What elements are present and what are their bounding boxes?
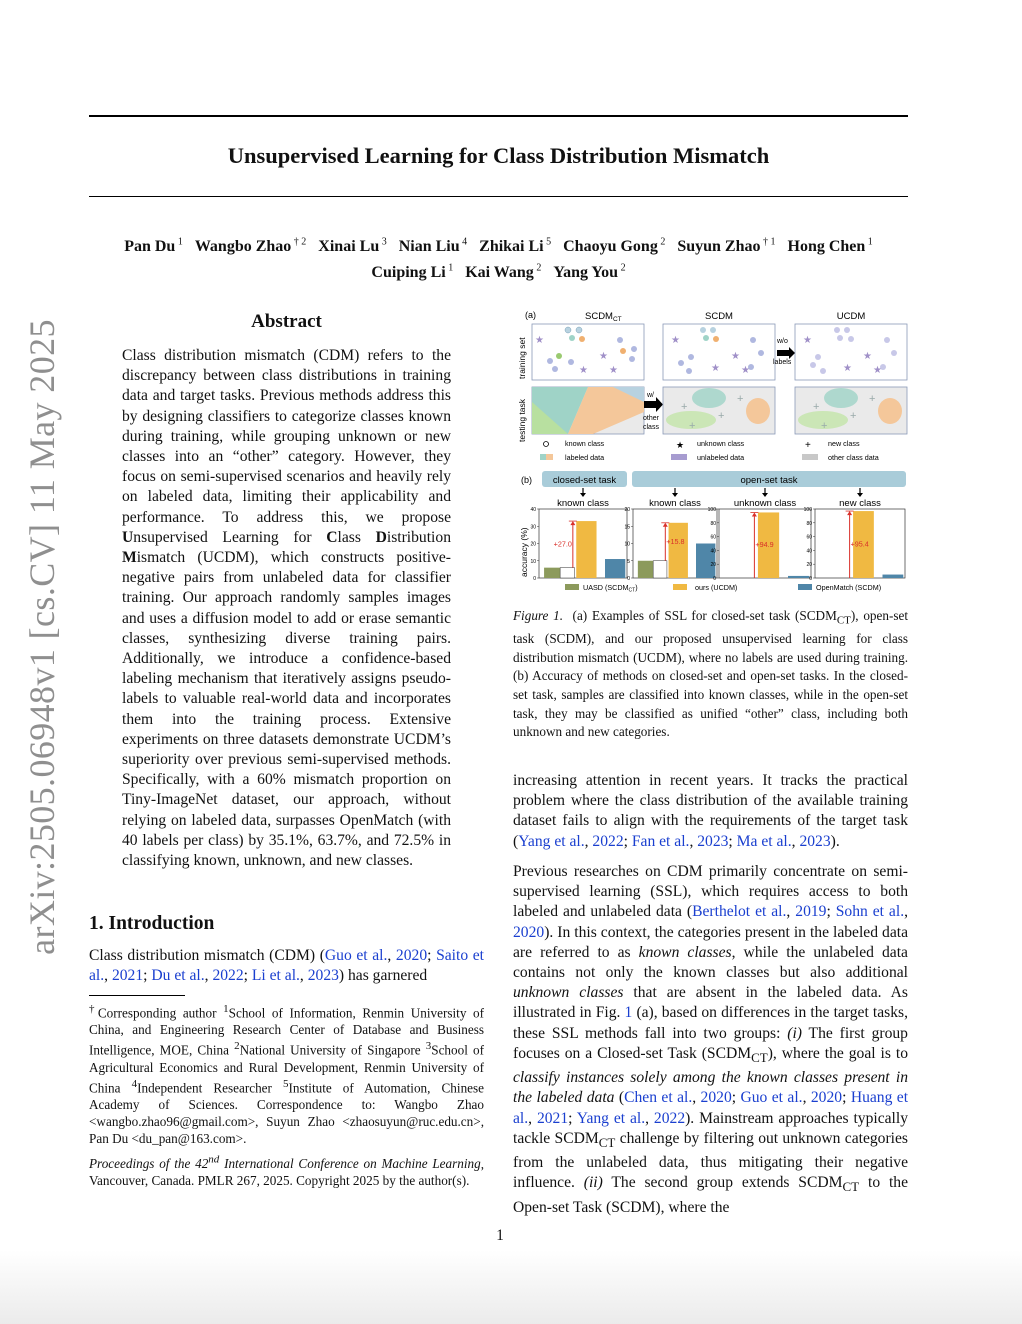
column-title-scdmct: $SCDM_{CT}$ (585, 311, 622, 323)
arxiv-stamp: arXiv:2505.06948v1 [cs.CV] 11 May 2025 (22, 319, 62, 955)
training-samples-scdm (671, 327, 764, 376)
group-label-2: unknown class (733, 498, 797, 509)
tick-label-1-5: 5 (627, 558, 630, 565)
arrow-without-labels-text-1: w/o (777, 338, 788, 345)
tick-label-1-15: 15 (624, 524, 630, 531)
legend-openmatch: OpenMatch (SCDM) (816, 583, 882, 592)
testing-box-scdmct (532, 387, 644, 434)
group-arrowhead-3 (857, 493, 863, 497)
svg-text:★: ★ (711, 363, 720, 374)
title-bottom-rule (89, 196, 908, 197)
svg-text:★: ★ (599, 351, 608, 362)
arrow-with-other-class-text-2: other (643, 415, 659, 422)
unlabeled-data-legend-icon (671, 454, 687, 460)
affiliations-footnote: †Corresponding author $^1$School of Information, Renmin University of China, and Engineering Research Center of Database and Business Intelligence, MOE, China $^2$National University of Singapore $^3$School of Agricultural Economics and Rural Development, Renmin University of China $^4$Independent Researcher $^5$Institute of Automation, Chinese Academy of Sciences. Correspondence to: Wangbo Zhao <wangbo.zhao96@gmail.com>, Suyun Zhao <zhaosuyun@ruc.edu.cn>, Pan Du <du_pan@163.com>. (89, 1003, 485, 1147)
group-arrowhead-0 (580, 493, 586, 497)
tick-label-3-80: 80 (806, 520, 812, 527)
arrow-without-labels-icon (777, 350, 789, 356)
figure-1-caption: Figure 1. (a) Examples of SSL for closed-set task $(SCDM_{CT})$, open-set task (SCDM), and our proposed unsupervised learning for class distribution mismatch (UCDM), where no labels are used during training. (b) Accuracy of methods on closed-set and open-set tasks. In the closed-set task, samples are classified into known classes, while in the open-set task, they may be classified as unified “other” class, including both unknown and new categories. (513, 608, 908, 740)
bar-uasd-1 (638, 561, 653, 578)
other-class-data-legend-icon (802, 454, 818, 460)
svg-text:★: ★ (579, 365, 588, 376)
testing-box-ucdm (795, 387, 907, 434)
panel-a-label: (a) (525, 310, 536, 320)
bar-uasd-hollow-1 (653, 561, 667, 578)
open-set-task-label: open-set task (740, 475, 798, 486)
svg-text:+: + (850, 410, 857, 422)
gain-arrowhead-1 (663, 523, 668, 527)
figure-1 (513, 307, 908, 602)
author-line-1 (89, 232, 908, 257)
bar-chart-groups (530, 488, 905, 582)
arrow-with-other-class-icon (644, 401, 656, 408)
top-rule (89, 115, 908, 117)
proceedings-note: Proceedings of the 42nd International Conference on Machine Learning, Vancouver, Canada. PMLR 267, 2025. Copyright 2025 by the author(s). (89, 1154, 484, 1189)
tick-label-1-10: 10 (624, 541, 630, 548)
tick-label-1-20: 20 (624, 507, 630, 513)
author-name-5: Chaoyu Gong $^2$ (563, 237, 666, 256)
author-name-4: Zhikai Li $^5$ (479, 237, 552, 256)
abstract-heading: Abstract (251, 311, 322, 332)
bar-openmatch-2 (788, 576, 809, 578)
new-class-legend-icon: + (805, 440, 811, 451)
svg-text:★: ★ (803, 335, 812, 346)
training-samples-scdmct (535, 327, 637, 376)
known-class-legend-icon (544, 442, 549, 447)
group-arrowhead-1 (672, 493, 678, 497)
tick-label-0-40: 40 (530, 507, 536, 513)
bar-ours-0 (576, 521, 596, 578)
svg-text:+: + (869, 393, 876, 405)
tick-label-1-0: 0 (627, 576, 630, 582)
tick-label-2-0: 0 (713, 576, 716, 582)
arrow-with-other-class-text-1: w/ (647, 392, 654, 399)
column-title-scdm: SCDM (705, 311, 733, 322)
legend-other-class-data: other class data (828, 453, 879, 462)
legend-ours: ours (UCDM) (695, 583, 738, 592)
gain-arrowhead-0 (570, 521, 575, 525)
right-column-paragraph-2: Previous researches on CDM primarily concentrate on semi-supervised learning (SSL), which requires access to both labeled and unlabeled data (Berthelot et al., 2019; Sohn et al., 2020). In this context, the categories present in the labeled data are referred to as known classes, while the unlabeled data contains not only the known classes but also additional unknown classes that are absent in the labeled data. As illustrated in Fig. 1 (a), based on differences in the target tasks, these SSL methods fall into two groups: (i) The first group focuses on a Closed-set Task $(SCDM_{CT})$, where the goal is to classify instances solely among the known classes present in the labeled data (Chen et al., 2020; Guo et al., 2020; Huang et al., 2021; Yang et al., 2022). Mainstream approaches typically tackle $SCDM_{CT}$ challenge by filtering out unknown categories from the unlabeled data, thus mitigating their negative influence. (ii) The second group extends $SCDM_{CT}$ to the Open-set Task (SCDM), where the (513, 863, 909, 1216)
svg-text:+: + (689, 420, 696, 432)
legend-new-class: new class (828, 439, 860, 448)
figure-panel-b (519, 471, 906, 594)
svg-text:+: + (737, 393, 744, 405)
group-label-3: new class (839, 498, 881, 509)
author-list (89, 232, 908, 283)
introduction-heading: 1. Introduction (89, 913, 215, 934)
author-name-line2-1: Kai Wang $^2$ (465, 262, 542, 281)
legend-ours-swatch (673, 584, 687, 590)
legend-openmatch-swatch (798, 584, 812, 590)
legend-labeled-data: labeled data (565, 453, 605, 462)
author-name-line2-2: Yang You $^2$ (553, 262, 626, 281)
arrow-without-labels-text-2: labels (773, 359, 792, 366)
svg-text:+: + (813, 401, 820, 413)
page-number: 1 (496, 1227, 504, 1244)
bar-uasd-hollow-0 (560, 568, 574, 578)
tick-label-3-100: 100 (803, 507, 812, 513)
group-arrowhead-2 (762, 493, 768, 497)
group-label-0: known class (557, 498, 609, 509)
svg-text:+: + (821, 420, 828, 432)
training-samples-ucdm (803, 327, 897, 376)
gain-annotation-3: +95.4 (850, 539, 869, 549)
tick-label-0-10: 10 (530, 558, 536, 565)
gain-annotation-0: +27.0 (553, 539, 572, 549)
tick-label-3-20: 20 (806, 562, 812, 569)
svg-text:+: + (718, 410, 725, 422)
tick-label-0-20: 20 (530, 541, 536, 548)
author-name-7: Hong Chen $^1$ (787, 237, 873, 256)
author-line-2 (89, 257, 908, 282)
svg-text:★: ★ (609, 365, 618, 376)
legend-unknown-class: unknown class (697, 439, 745, 448)
closed-set-task-label: closed-set task (552, 475, 617, 486)
author-name-3: Nian Liu $^4$ (398, 237, 468, 256)
tick-label-0-0: 0 (533, 576, 536, 582)
row-label-training-set: training set (517, 337, 527, 379)
abstract-body: Class distribution mismatch (CDM) refers to the discrepancy between class distributions in training data and target tasks. Previous methods address this by designing classifiers to categorize classes known during training, while grouping unknown or new classes into an “other” category. However, they focus on semi-supervised scenarios and heavily rely on labeled data, limiting their applicability and performance. To address this, we propose Unsupervised Learning for Class Distribution Mismatch (UCDM), which constructs positive-negative pairs from unlabeled data for classifier training. Our approach randomly samples images and uses a diffusion model to add or erase semantic classes, synthesizing diverse training pairs. Additionally, we introduce a confidence-based labeling mechanism that iteratively assigns pseudo-labels to valuable real-world data and incorporates them into the training process. Extensive experiments on three datasets demonstrate UCDM’s superiority over previous semi-supervised methods. Specifically, with a 60% mismatch proportion on Tiny-ImageNet dataset, our approach, without relying on labeled data, surpasses OpenMatch (with 40 labels per class) by 35.1%, 63.7%, and 72.5% in classifying known, unknown, and new classes. (122, 347, 451, 870)
arrow-with-other-class-text-3: class (643, 424, 659, 431)
author-name-1: Wangbo Zhao $^{\dagger 2}$ (194, 237, 307, 256)
training-box-scdmct (532, 324, 644, 380)
tick-label-2-20: 20 (710, 562, 716, 569)
gain-annotation-1: +15.8 (666, 536, 685, 546)
svg-text:★: ★ (535, 335, 544, 346)
bar-ours-1 (669, 523, 688, 578)
bar-uasd-0 (544, 568, 560, 578)
tick-label-3-0: 0 (809, 576, 812, 582)
footnote-rule (89, 995, 185, 996)
tick-label-2-60: 60 (710, 534, 716, 541)
author-name-6: Suyun Zhao $^{\dagger 1}$ (677, 237, 776, 256)
legend-unlabeled-data: unlabeled data (697, 453, 745, 462)
tick-label-0-30: 30 (530, 524, 536, 531)
svg-text:★: ★ (731, 351, 740, 362)
group-label-1: known class (649, 498, 701, 509)
legend-uasd: UASD $(SCDM_{CT})$ (583, 583, 638, 594)
author-name-line2-0: Cuiping Li $^1$ (371, 262, 454, 281)
svg-text:★: ★ (863, 351, 872, 362)
legend-known-class: known class (565, 439, 605, 448)
svg-text:★: ★ (843, 363, 852, 374)
svg-text:★: ★ (741, 365, 750, 376)
svg-text:★: ★ (671, 335, 680, 346)
y-axis-label: accuracy (%) (519, 527, 529, 577)
bar-openmatch-3 (883, 575, 904, 578)
introduction-paragraph: Class distribution mismatch (CDM) (Guo et al., 2020; Saito et al., 2021; Du et al., 2022; Li et al., 2023) has garnered (89, 947, 484, 985)
column-title-ucdm: UCDM (836, 311, 866, 322)
panel-b-label: (b) (521, 475, 532, 485)
svg-text:+: + (681, 401, 688, 413)
gain-arrowhead-2 (752, 512, 757, 516)
author-name-0: Pan Du $^1$ (124, 237, 183, 256)
testing-box-scdm (663, 387, 775, 434)
legend-panel-a (540, 439, 879, 462)
gain-arrowhead-3 (847, 511, 852, 515)
author-name-2: Xinai Lu $^3$ (318, 237, 387, 256)
tick-label-2-40: 40 (710, 548, 716, 555)
row-label-testing-task: testing task (517, 399, 527, 442)
legend-uasd-swatch (565, 584, 579, 590)
tick-label-2-100: 100 (707, 507, 716, 513)
tick-label-3-40: 40 (806, 548, 812, 555)
unknown-class-legend-icon: ★ (676, 440, 685, 450)
tick-label-3-60: 60 (806, 534, 812, 541)
bar-openmatch-0 (605, 559, 625, 578)
svg-text:★: ★ (873, 365, 882, 376)
tick-label-2-80: 80 (710, 520, 716, 527)
gain-annotation-2: +94.9 (755, 540, 774, 550)
right-column-paragraph-1: increasing attention in recent years. It tracks the practical problem where the class distribution of the available training dataset fails to align with the requirements of the target task (Yang et al., 2022; Fan et al., 2023; Ma et al., 2023). (513, 772, 908, 850)
figure-panel-a (517, 310, 907, 462)
paper-title: Unsupervised Learning for Class Distribution Mismatch (227, 143, 770, 168)
legend-panel-b (565, 583, 881, 594)
